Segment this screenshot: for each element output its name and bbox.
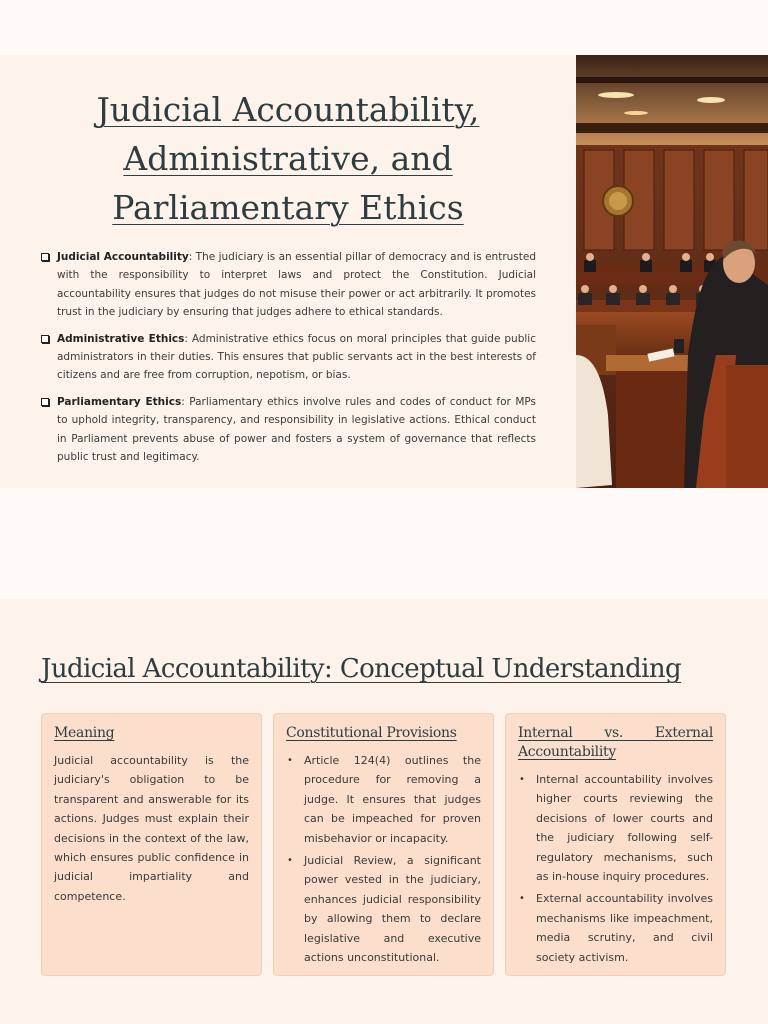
card-constitutional-provisions bbox=[273, 713, 494, 976]
square-bullet-icon bbox=[41, 398, 49, 406]
overview-text-column bbox=[0, 55, 576, 488]
bullet-term: Parliamentary Ethics bbox=[57, 395, 182, 408]
overview-title: Judicial Accountability, Administrative, and Parliamentary Ethics bbox=[96, 90, 480, 227]
slide-conceptual-understanding bbox=[0, 599, 768, 1024]
card-heading: Meaning bbox=[54, 725, 115, 741]
list-item: • Article 124(4) outlines the procedure for removing a judge. It ensures that judges can be impeached for proven misbehavior or incapacity. bbox=[286, 751, 481, 848]
slide-ethics-overview bbox=[0, 55, 768, 488]
square-bullet-icon bbox=[41, 335, 49, 343]
card-internal-external bbox=[505, 713, 726, 976]
list-item: • External accountability involves mechanisms like impeachment, media scrutiny, and civil society activism. bbox=[518, 889, 713, 967]
card-list bbox=[286, 751, 481, 967]
bullet-text: : The judiciary is an essential pillar of democracy and is entrusted with the responsibility to interpret laws and protect the Constitution. Judicial accountability ensures that judges do not misuse their power or act arbitrarily. It promotes trust in the judiciary by ensuring that judges adhere to ethical standards. bbox=[57, 251, 536, 319]
square-bullet-icon bbox=[41, 253, 49, 261]
bullet-text: : Parliamentary ethics involve rules and codes of conduct for MPs to uphold integrity, transparency, and responsibility in legislative actions. Ethical conduct in Parliament prevents abuse of power and fosters a system of governance that reflects public trust and legitimacy. bbox=[57, 395, 536, 464]
card-meaning bbox=[41, 713, 262, 976]
overview-bullet-list bbox=[40, 248, 536, 474]
bullet-text: : Administrative ethics focus on moral principles that guide public administrators in their duties. This ensures that public servants act in the best interests of citizens and are free from corruption, nepotism, or bias. bbox=[57, 332, 536, 382]
bullet-parliamentary-ethics bbox=[40, 393, 536, 467]
list-item: • Judicial Review, a significant power vested in the judiciary, enhances judicial responsibility by allowing them to declare legislative and executive actions unconstitutional. bbox=[286, 851, 481, 967]
conceptual-title: Judicial Accountability: Conceptual Understanding bbox=[41, 654, 682, 684]
card-list bbox=[518, 770, 713, 967]
bullet-judicial-accountability bbox=[40, 248, 536, 322]
card-body: Judicial accountability is the judiciary's obligation to be transparent and answerable for its actions. Judges must explain their decisions in the context of the law, which ensures public confidence in judicial impartiality and competence. bbox=[54, 754, 249, 903]
card-heading: Constitutional Provisions bbox=[286, 725, 457, 741]
bullet-term: Judicial Accountability bbox=[57, 251, 189, 263]
card-heading: Internal vs. External Accountability bbox=[518, 725, 713, 760]
bullet-term: Administrative Ethics bbox=[57, 332, 185, 345]
courtroom-illustration-icon bbox=[576, 55, 768, 488]
list-item: • Internal accountability involves higher courts reviewing the decisions of lower courts and the judiciary following self-regulatory mechanisms, such as in-house inquiry procedures. bbox=[518, 770, 713, 886]
courtroom-image bbox=[576, 55, 768, 488]
bullet-administrative-ethics bbox=[40, 330, 536, 385]
